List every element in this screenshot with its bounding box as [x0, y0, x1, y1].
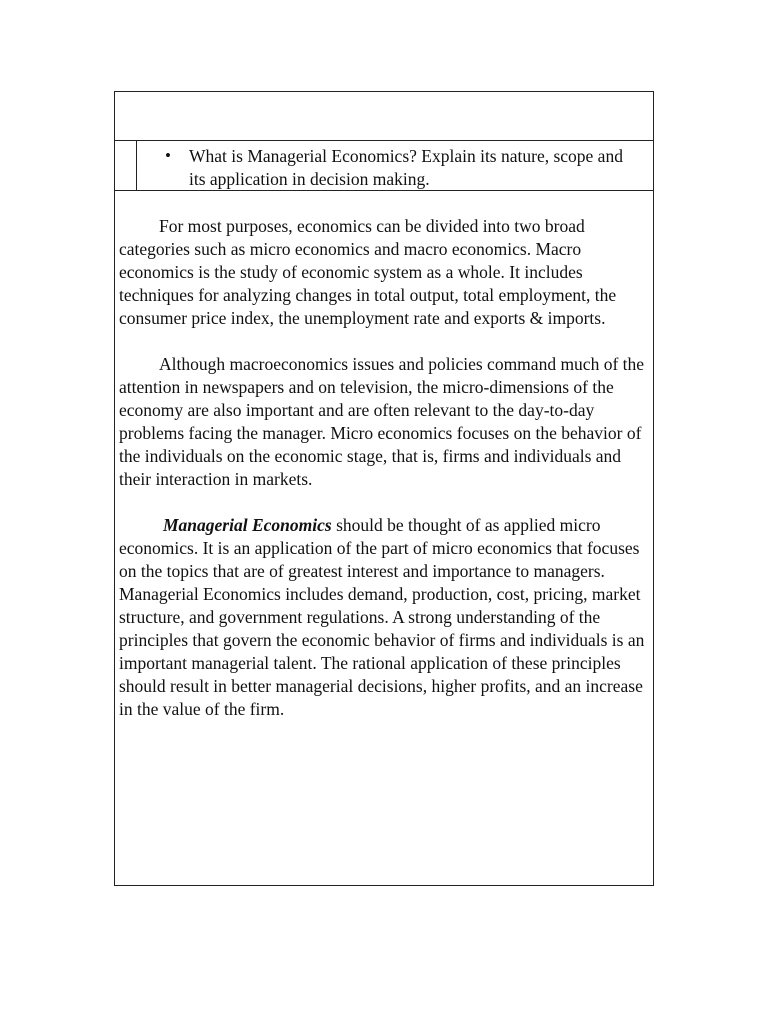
paragraph-managerial-economics-text: should be thought of as applied micro economics. It is an application of the part of micro economics that focuses on the topics that are of greatest interest and importance to managers. Managerial Economics includes demand, production, cost, pricing, market structure, and government regulations. A strong understanding of the principles that govern the economic behavior of firms and individuals is an important managerial talent. The rational application of these principles should result in better managerial decisions, higher profits, and an increase in the value of the firm. [119, 515, 645, 719]
question-text: What is Managerial Economics? Explain its nature, scope and its application in decision making. [189, 146, 623, 189]
paragraph-managerial-economics [119, 514, 653, 721]
managerial-economics-term: Managerial Economics [163, 515, 332, 535]
paragraph-micro-dimensions: Although macroeconomics issues and policies command much of the attention in newspapers and on television, the micro-dimensions of the economy are also important and are often relevant to the day-to-day problems facing the manager. Micro economics focuses on the behavior of the individuals on the economic stage, that is, firms and individuals and their interaction in markets. [119, 354, 645, 489]
answer-table [114, 91, 654, 886]
paragraph-micro-macro: For most purposes, economics can be divided into two broad categories such as micro economics and macro economics. Macro economics is the study of economic system as a whole. It includes techniques for analyzing changes in total output, total employment, the consumer price index, the unemployment rate and exports & imports. [119, 216, 617, 328]
table-header-row [115, 92, 653, 141]
question-cell [136, 141, 653, 190]
question-row [115, 141, 653, 191]
answer-body [119, 215, 653, 744]
bullet-icon: • [165, 146, 171, 165]
